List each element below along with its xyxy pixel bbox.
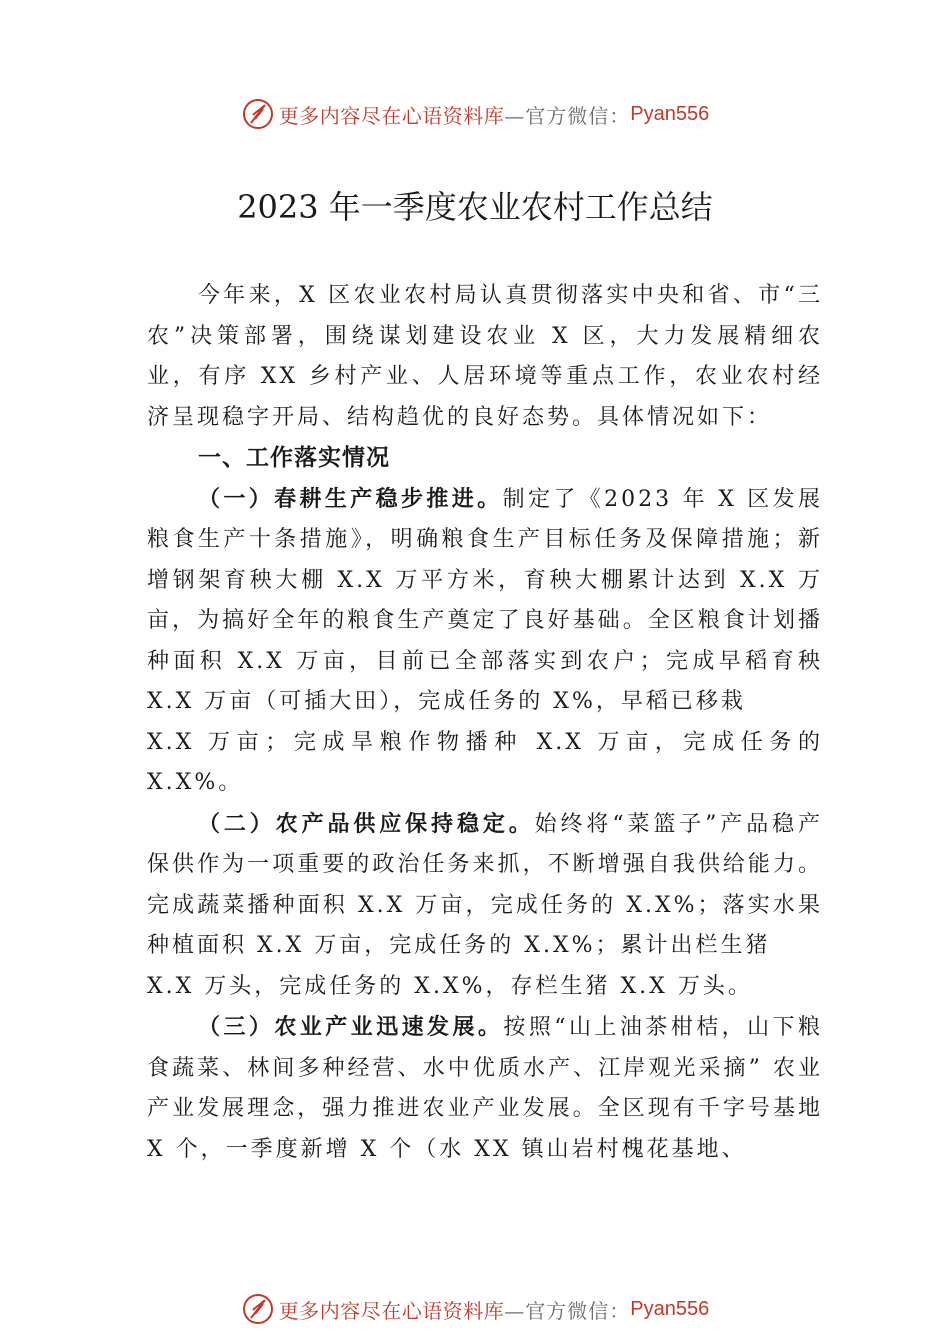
- feather-logo-icon: [241, 97, 275, 131]
- item-2-body: 始终将“菜篮子”产品稳产保供作为一项重要的政治任务来抓，不断增强自我供给能力。完成蔬菜播种面积 X.X 万亩，完成任务的 X.X%；落实水果种植面积 X.X 万亩，完成任务的 X.X%；累计出栏生猪: [147, 811, 823, 958]
- watermark-gray-text: —官方微信：: [504, 1298, 631, 1323]
- document-body: [147, 276, 823, 1170]
- watermark-red-text: 更多内容尽在心语资料库: [278, 1298, 505, 1323]
- watermark-red-text: 更多内容尽在心语资料库: [278, 103, 505, 128]
- item-3-lead: （三）农业产业迅速发展。: [198, 1014, 504, 1040]
- item-1-body: 制定了《2023 年 X 区发展粮食生产十条措施》，明确粮食生产目标任务及保障措施；新增钢架育秧大棚 X.X 万平方米，育秧大棚累计达到 X.X 万亩，为搞好全年的粮食生产奠定了良好基础。全区粮食计划播种面积 X.X 万亩，目前已全部落实到农户；完成早稻育秧 X.X 万亩（可插大田），完成任务的 X%，早稻已移栽: [147, 486, 823, 714]
- item-1-paragraph: [147, 479, 823, 723]
- section-heading-1: 一、工作落实情况: [198, 445, 390, 471]
- item-1-continuation: X.X 万亩；完成旱粮作物播种 X.X 万亩，完成任务的 X.X%。: [147, 729, 823, 795]
- watermark-wechat-id: Pyan556: [630, 102, 710, 125]
- item-2-paragraph: [147, 804, 823, 967]
- item-1-lead: （一）春耕生产稳步推进。: [198, 485, 503, 512]
- watermark-gray-text: —官方微信：: [504, 103, 631, 128]
- intro-paragraph: 今年来，X 区农业农村局认真贯彻落实中央和省、市“三农”决策部署，围绕谋划建设农业 X 区，大力发展精细农业，有序 XX 乡村产业、人居环境等重点工作，农业农村经济呈现稳字开局、结构趋优的良好态势。具体情况如下：: [147, 283, 823, 430]
- watermark-header: [0, 94, 950, 134]
- document-title: 2023 年一季度农业农村工作总结: [237, 188, 713, 226]
- watermark-wechat-id: Pyan556: [630, 1297, 710, 1320]
- watermark-footer: [0, 1289, 950, 1329]
- item-3-paragraph: [147, 1007, 823, 1170]
- item-2-lead: （二）农产品供应保持稳定。: [198, 810, 535, 837]
- item-3-body: 按照“山上油茶柑桔，山下粮食蔬菜、林间多种经营、水中优质水产、江岸观光采摘” 农业产业发展理念，强力推进农业产业发展。全区现有千字号基地 X 个，一季度新增 X 个（水 XX 镇山岩村槐花基地、: [147, 1015, 823, 1162]
- item-2-continuation: X.X 万头，完成任务的 X.X%，存栏生猪 X.X 万头。: [147, 973, 753, 999]
- feather-logo-icon: [241, 1292, 275, 1326]
